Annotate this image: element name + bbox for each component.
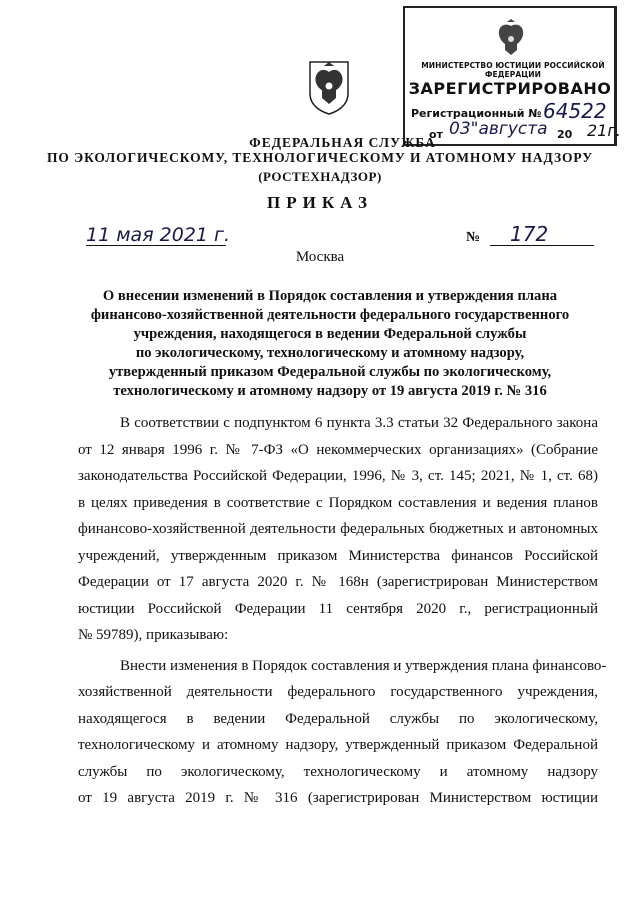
order-subject	[70, 287, 590, 401]
order-number-label: №	[466, 230, 481, 245]
order-number: 172	[510, 222, 549, 246]
subject-line: утвержденный приказом Федеральной службы по экологическому,	[108, 364, 552, 380]
body-line: технологическому и атомному надзору, утвержденный приказом Федеральной	[78, 737, 598, 753]
subject-line: по экологическому, технологическому и атомному надзору,	[135, 345, 525, 361]
order-body	[78, 410, 607, 812]
registration-stamp	[403, 6, 621, 146]
stamp-ot: от	[429, 128, 443, 141]
body-line: хозяйственной деятельности федерального государственного учреждения,	[78, 684, 598, 700]
stamp-ministry: МИНИСТЕРСТВО ЮСТИЦИИ РОССИЙСКОЙ ФЕДЕРАЦИИ	[421, 61, 605, 79]
city: Москва	[295, 249, 345, 265]
subject-line: финансово-хозяйственной деятельности федерального государственного	[90, 307, 570, 323]
coat-of-arms-icon	[306, 58, 352, 116]
body-line: Внести изменения в Порядок составления и утверждения плана финансово-	[120, 657, 607, 674]
stamp-date: 03"августа	[449, 119, 548, 139]
body-line: финансово-хозяйственной деятельности федеральных бюджетных и автономных	[78, 521, 598, 537]
body-line: в целях приведения в соответствие с Порядком составления и ведения планов	[78, 494, 598, 511]
body-line: находящегося в ведении Федеральной службы по экологическому,	[78, 710, 598, 727]
body-line: В соответствии с подпунктом 6 пункта 3.3 статьи 32 Федерального закона	[120, 415, 598, 431]
body-line: от 19 августа 2019 г. № 316 (зарегистрирован Министерством юстиции	[78, 790, 598, 806]
org-name-line2: ПО ЭКОЛОГИЧЕСКОМУ, ТЕХНОЛОГИЧЕСКОМУ И АТОМНОМУ НАДЗОРУ	[46, 150, 594, 165]
stamp-year-label: 20	[557, 128, 573, 141]
org-name-line1: ФЕДЕРАЛЬНАЯ СЛУЖБА	[249, 135, 436, 150]
body-line: № 59789), приказываю:	[78, 627, 229, 643]
body-line: Федерации от 17 августа 2020 г. № 168н (зарегистрирован Министерством	[78, 574, 598, 590]
document-title: ПРИКАЗ	[267, 193, 373, 212]
body-line: законодательства Российской Федерации, 1996, № 3, ст. 145; 2021, № 1, ст. 68)	[78, 468, 598, 484]
body-line: юстиции Российской Федерации 11 сентября 2020 г., регистрационный	[78, 600, 598, 617]
org-abbreviation: (РОСТЕХНАДЗОР)	[258, 169, 382, 184]
subject-line: технологическому и атомному надзору от 19 августа 2019 г. № 316	[113, 383, 547, 399]
date-underline	[86, 245, 226, 246]
order-date: 11 мая 2021 г.	[86, 224, 231, 246]
stamp-registered: ЗАРЕГИСТРИРОВАНО	[408, 79, 612, 98]
body-line: службы по экологическому, технологическому и атомному надзору	[78, 763, 598, 780]
stamp-year-hand: 21г.	[587, 121, 621, 140]
number-underline	[490, 245, 594, 246]
subject-line: О внесении изменений в Порядок составления и утверждения плана	[102, 288, 558, 304]
body-line: учреждений, утвержденным приказом Министерства финансов Российской	[78, 547, 598, 564]
stamp-reg-label: Регистрационный №	[411, 107, 542, 120]
subject-line: учреждения, находящегося в ведении Федеральной службы	[133, 326, 527, 342]
body-line: от 12 января 1996 г. № 7-ФЗ «О некоммерческих организациях» (Собрание	[78, 441, 598, 458]
ministry-emblem-icon	[493, 18, 529, 58]
stamp-reg-number: 64522	[543, 99, 607, 123]
